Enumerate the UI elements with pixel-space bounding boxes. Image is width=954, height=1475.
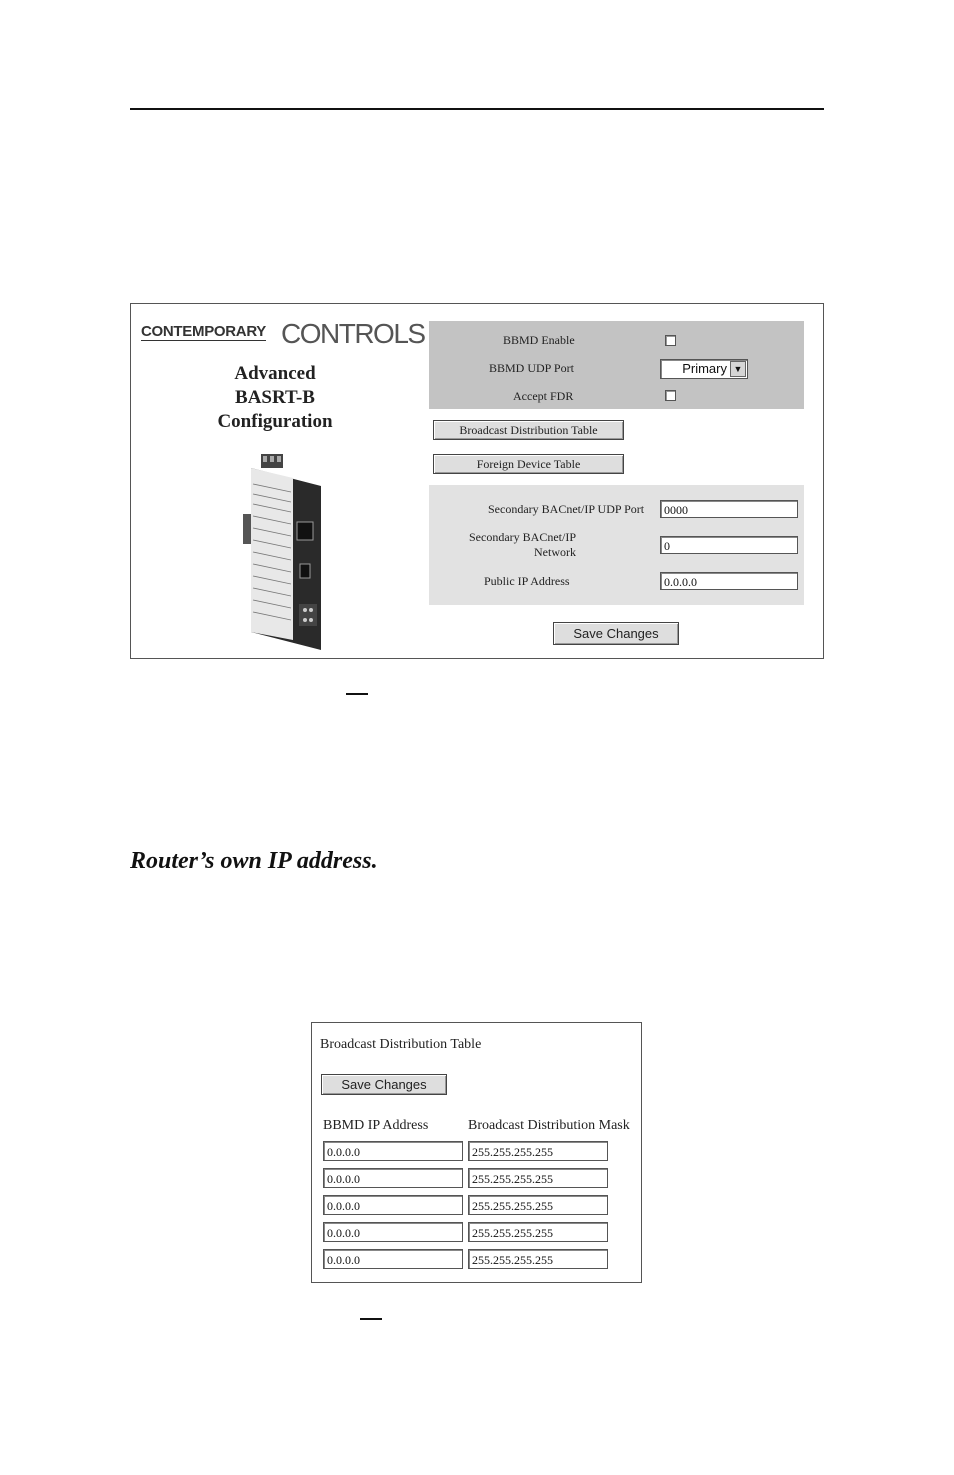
router-device-image: [243, 454, 323, 650]
public-ip-label: Public IP Address: [484, 574, 570, 588]
accept-fdr-checkbox[interactable]: [665, 390, 676, 401]
secondary-network-label-line: Network: [534, 545, 576, 559]
logo-text-small: CONTEMPORARY: [141, 323, 267, 340]
bdt-save-changes-button[interactable]: Save Changes: [321, 1074, 447, 1095]
caption-dash: [346, 693, 368, 695]
top-rule: [130, 108, 824, 110]
secondary-network-label-line: Secondary BACnet/IP: [469, 530, 576, 544]
config-title-line: Configuration: [217, 411, 333, 432]
bdt-title: Broadcast Distribution Table: [320, 1037, 482, 1052]
bbmd-udp-port-label: BBMD UDP Port: [489, 361, 574, 375]
contemporary-controls-logo: [141, 318, 425, 360]
foreign-device-table-button[interactable]: Foreign Device Table: [433, 454, 624, 474]
mask-input[interactable]: 255.255.255.255: [468, 1249, 608, 1269]
logo-text-big: CONTROLS: [281, 318, 425, 349]
bbmd-ip-input[interactable]: 0.0.0.0: [323, 1222, 463, 1242]
bbmd-ip-input[interactable]: 0.0.0.0: [323, 1249, 463, 1269]
bbmd-enable-label: BBMD Enable: [503, 333, 575, 347]
chevron-down-icon: ▼: [730, 361, 746, 377]
bbmd-udp-port-value: Primary: [682, 361, 727, 376]
mask-input[interactable]: 255.255.255.255: [468, 1141, 608, 1161]
broadcast-distribution-table-button[interactable]: Broadcast Distribution Table: [433, 420, 624, 440]
save-changes-button[interactable]: Save Changes: [553, 622, 679, 645]
bbmd-ip-input[interactable]: 0.0.0.0: [323, 1195, 463, 1215]
config-title-line: BASRT-B: [235, 387, 315, 408]
section-heading: Router’s own IP address.: [130, 848, 378, 874]
mask-input[interactable]: 255.255.255.255: [468, 1195, 608, 1215]
bbmd-ip-input[interactable]: 0.0.0.0: [323, 1141, 463, 1161]
secondary-network-input[interactable]: 0: [660, 536, 798, 554]
mask-column-header: Broadcast Distribution Mask: [468, 1118, 630, 1133]
bbmd-ip-column-header: BBMD IP Address: [323, 1118, 429, 1133]
config-title: [191, 362, 359, 434]
secondary-udp-port-input[interactable]: 0000: [660, 500, 798, 518]
bbmd-ip-input[interactable]: 0.0.0.0: [323, 1168, 463, 1188]
accept-fdr-label: Accept FDR: [513, 389, 574, 403]
bbmd-enable-checkbox[interactable]: [665, 335, 676, 346]
caption-dash: [360, 1318, 382, 1320]
public-ip-input[interactable]: 0.0.0.0: [660, 572, 798, 590]
config-title-line: Advanced: [234, 363, 316, 384]
secondary-network-panel: [429, 485, 804, 605]
broadcast-distribution-table-screenshot: [311, 1022, 642, 1283]
bbmd-udp-port-select[interactable]: [660, 359, 748, 379]
advanced-config-screenshot: [130, 303, 824, 659]
bbmd-settings-panel: [429, 321, 804, 409]
secondary-udp-port-label: Secondary BACnet/IP UDP Port: [488, 502, 645, 516]
secondary-network-label: [462, 530, 576, 560]
mask-input[interactable]: 255.255.255.255: [468, 1222, 608, 1242]
mask-input[interactable]: 255.255.255.255: [468, 1168, 608, 1188]
